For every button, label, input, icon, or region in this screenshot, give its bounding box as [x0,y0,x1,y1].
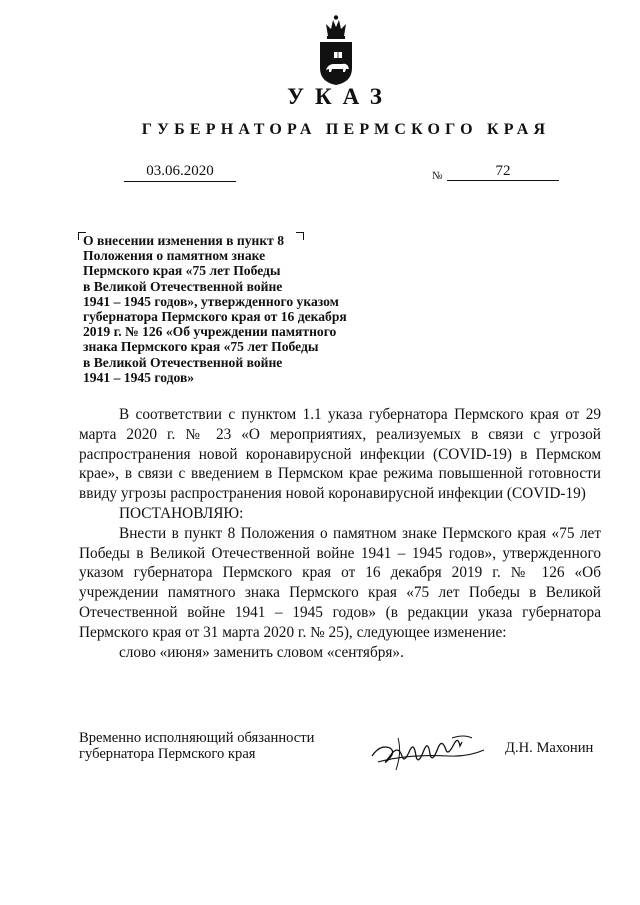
heading-line: О внесении изменения в пункт 8 [83,233,285,248]
coat-of-arms-icon [316,14,356,86]
heading-line: губернатора Пермского края от 16 декабря [83,309,347,325]
decree-heading [83,233,393,385]
document-number: 72 [447,162,559,181]
heading-line: в Великой Отечественной войне [83,354,283,370]
document-date: 03.06.2020 [124,162,236,182]
document-title: УКАЗ [287,84,393,109]
signatory-position-line: губернатора Пермского края [79,746,256,762]
heading-line: 2019 г. № 126 «Об учреждении памятного [83,324,337,340]
body-paragraph: В соответствии с пунктом 1.1 указа губернатора Пермского края от 29 марта 2020 г. № 23 «О мероприятиях, реализуемых в связи с угрозой распространения новой коронавирусной инфекции (COVID-19) в Пермском крае», в связи с введением в Пермском крае режима повышенной готовности ввиду угрозы распространения новой коронавирусной инфекции (COVID-19) [79,406,601,503]
number-label: № [432,170,443,182]
handwritten-signature-icon [368,726,488,774]
heading-line: 1941 – 1945 годов», утвержденного указом [83,293,339,309]
heading-line: в Великой Отечественной войне [83,278,283,294]
decree-body [79,405,601,662]
document-subtitle: ГУБЕРНАТОРА ПЕРМСКОГО КРАЯ [141,121,551,138]
heading-line: Положения о памятном знаке [83,248,266,264]
signatory-position [79,730,314,762]
body-paragraph: Внести в пункт 8 Положения о памятном знаке Пермского края «75 лет Победы в Великой Отечественной войне 1941 – 1945 годов», утвержденного указом губернатора Пермского края от 16 декабря 2019 г. № 126 «Об учреждении памятного знака Пермского края «75 лет Победы в Великой Отечественной войне 1941 – 1945 годов» (в редакции указа губернатора Пермского края от 31 марта 2020 г. № 25), следующее изменение: [79,524,601,641]
heading-line: Пермского края «75 лет Победы [83,263,281,279]
signatory-name: Д.Н. Махонин [505,740,594,756]
decree-resolution: ПОСТАНОВЛЯЮ: [119,504,244,522]
heading-line: 1941 – 1945 годов» [83,369,195,385]
body-paragraph: слово «июня» заменить словом «сентября». [119,643,404,661]
heading-line: знака Пермского края «75 лет Победы [83,339,319,355]
signatory-position-line: Временно исполняющий обязанности [79,730,315,746]
